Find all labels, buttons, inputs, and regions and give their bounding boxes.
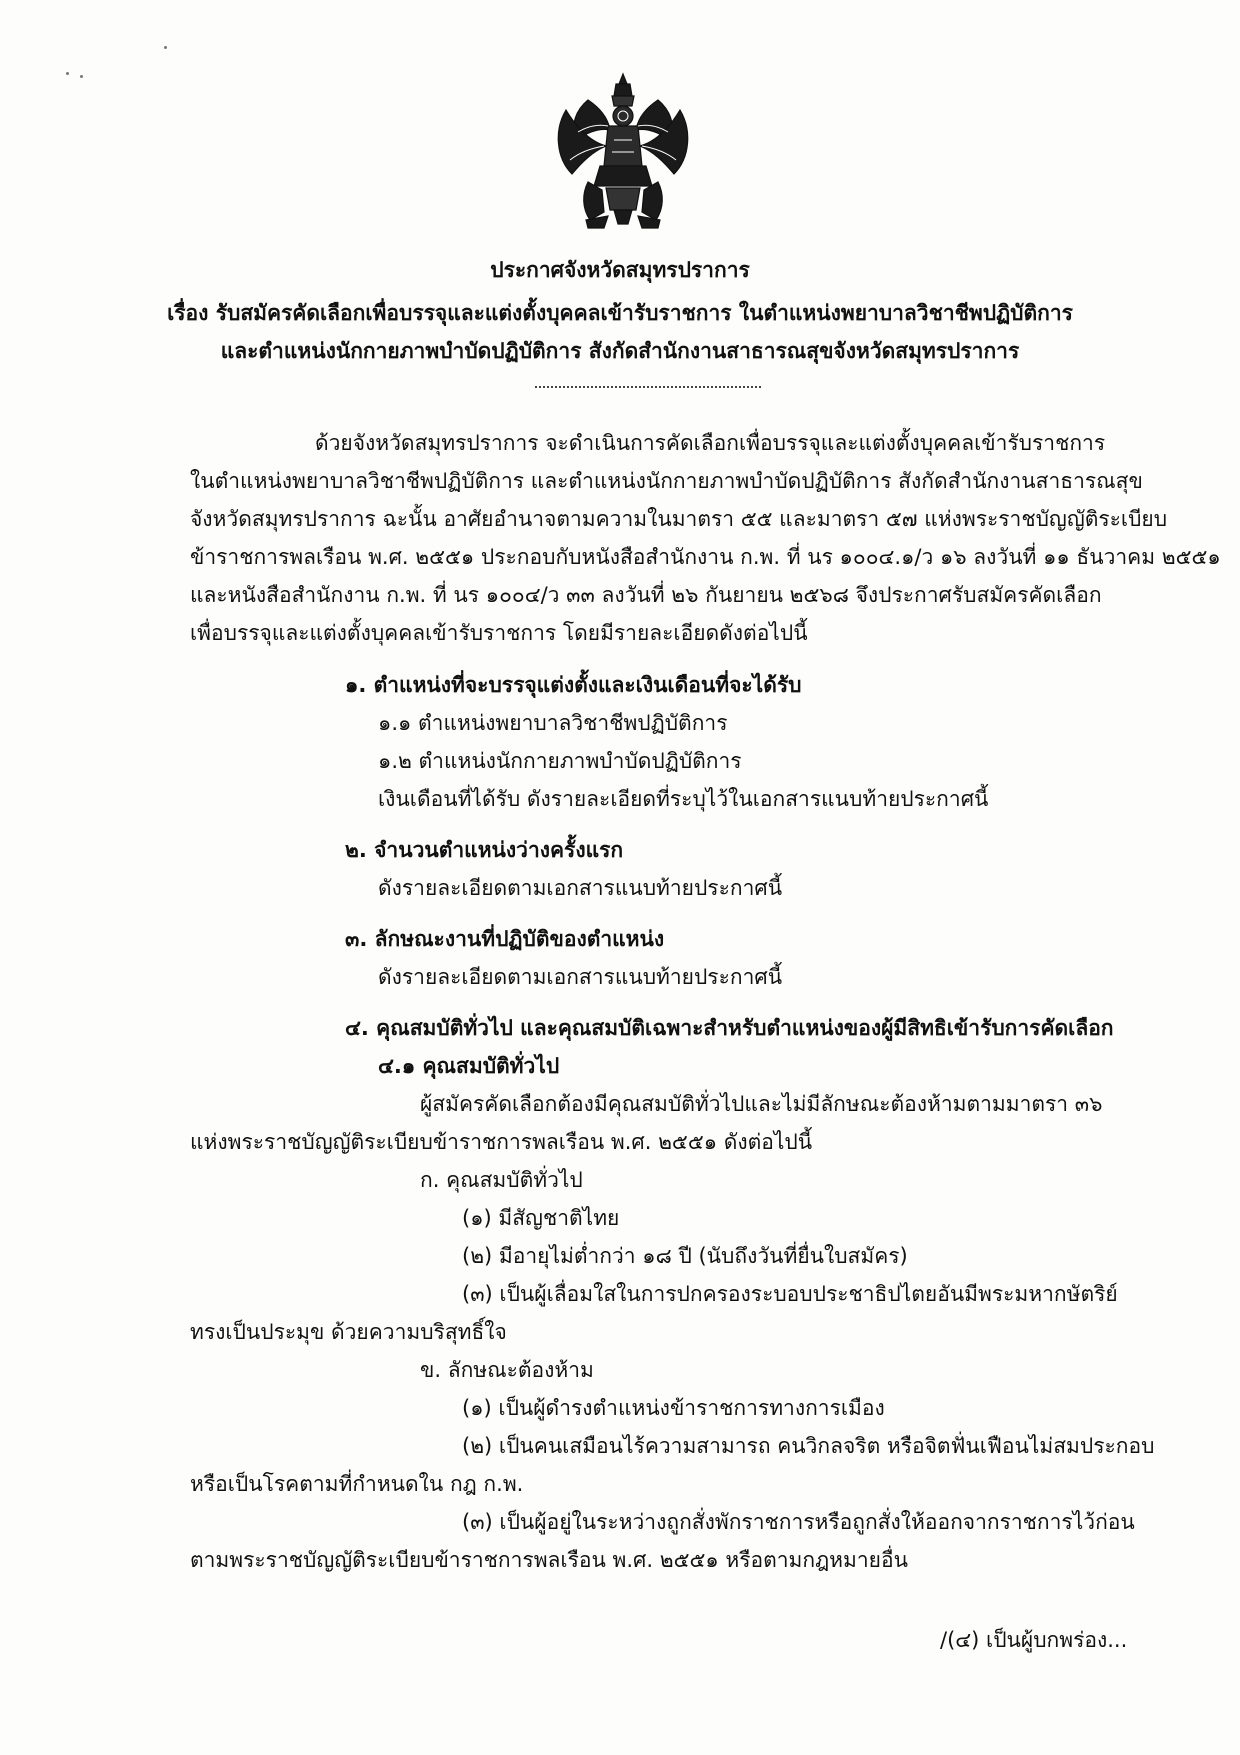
section-1-salary: เงินเดือนที่ได้รับ ดังรายละเอียดที่ระบุไว้ในเอกสารแนบท้ายประกาศนี้ xyxy=(378,787,989,811)
scan-speck xyxy=(80,75,83,78)
qualification-heading: ก. คุณสมบัติทั่วไป xyxy=(420,1168,583,1192)
garuda-emblem-icon xyxy=(548,70,698,230)
document-subject-line-2: และตำแหน่งนักกายภาพบำบัดปฏิบัติการ สังกัดสำนักงานสาธารณสุขจังหวัดสมุทรปราการ xyxy=(220,339,1020,363)
section-2-heading: ๒. จำนวนตำแหน่งว่างครั้งแรก xyxy=(345,838,624,862)
intro-line: ด้วยจังหวัดสมุทรปราการ จะดำเนินการคัดเลือกเพื่อบรรจุและแต่งตั้งบุคคลเข้ารับราชการ xyxy=(315,431,1106,455)
prohibition-item: (๑) เป็นผู้ดำรงตำแหน่งข้าราชการทางการเมือง xyxy=(462,1396,885,1420)
prohibition-item: (๓) เป็นผู้อยู่ในระหว่างถูกสั่งพักราชการหรือถูกสั่งให้ออกจากราชการไว้ก่อน xyxy=(462,1510,1135,1534)
section-1-item: ๑.๑ ตำแหน่งพยาบาลวิชาชีพปฏิบัติการ xyxy=(378,711,728,735)
qualification-item: (๑) มีสัญชาติไทย xyxy=(462,1206,620,1230)
prohibition-item: (๒) เป็นคนเสมือนไร้ความสามารถ คนวิกลจริต หรือจิตฟั่นเฟือนไม่สมประกอบ xyxy=(462,1434,1155,1458)
scan-speck xyxy=(164,46,167,49)
intro-line: จังหวัดสมุทรปราการ ฉะนั้น อาศัยอำนาจตามความในมาตรา ๕๕ และมาตรา ๕๗ แห่งพระราชบัญญัติระเบียบ xyxy=(190,507,1168,531)
document-title: ประกาศจังหวัดสมุทรปราการ xyxy=(490,258,750,282)
scan-speck xyxy=(66,72,69,75)
section-3-text: ดังรายละเอียดตามเอกสารแนบท้ายประกาศนี้ xyxy=(378,965,783,989)
prohibition-item-continued: หรือเป็นโรคตามที่กำหนดใน กฎ ก.พ. xyxy=(190,1472,524,1496)
qualification-item-continued: ทรงเป็นประมุข ด้วยความบริสุทธิ์ใจ xyxy=(190,1320,507,1344)
document-subject-line-1: เรื่อง รับสมัครคัดเลือกเพื่อบรรจุและแต่งตั้งบุคคลเข้ารับราชการ ในตำแหน่งพยาบาลวิชาชีพปฏิบัติการ xyxy=(167,301,1073,325)
qualification-item: (๒) มีอายุไม่ต่ำกว่า ๑๘ ปี (นับถึงวันที่ยื่นใบสมัคร) xyxy=(462,1244,908,1268)
header-dotted-divider xyxy=(535,386,761,388)
section-3-heading: ๓. ลักษณะงานที่ปฏิบัติของตำแหน่ง xyxy=(345,927,665,951)
intro-line: ข้าราชการพลเรือน พ.ศ. ๒๕๕๑ ประกอบกับหนังสือสำนักงาน ก.พ. ที่ นร ๑๐๐๔.๑/ว ๑๖ ลงวันที่ ๑๑ ธันวาคม ๒๕๕๑ xyxy=(190,545,1221,569)
section-4-1-heading: ๔.๑ คุณสมบัติทั่วไป xyxy=(378,1054,560,1078)
section-4-paragraph: ผู้สมัครคัดเลือกต้องมีคุณสมบัติทั่วไปและไม่มีลักษณะต้องห้ามตามมาตรา ๓๖ xyxy=(420,1092,1103,1116)
section-1-item: ๑.๒ ตำแหน่งนักกายภาพบำบัดปฏิบัติการ xyxy=(378,749,742,773)
prohibition-item-continued: ตามพระราชบัญญัติระเบียบข้าราชการพลเรือน พ.ศ. ๒๕๕๑ หรือตามกฎหมายอื่น xyxy=(190,1548,908,1572)
page-continuation-note: /(๔) เป็นผู้บกพร่อง... xyxy=(940,1628,1128,1652)
intro-line: เพื่อบรรจุและแต่งตั้งบุคคลเข้ารับราชการ โดยมีรายละเอียดดังต่อไปนี้ xyxy=(190,621,808,645)
section-4-heading: ๔. คุณสมบัติทั่วไป และคุณสมบัติเฉพาะสำหรับตำแหน่งของผู้มีสิทธิเข้ารับการคัดเลือก xyxy=(345,1016,1114,1040)
intro-line: ในตำแหน่งพยาบาลวิชาชีพปฏิบัติการ และตำแหน่งนักกายภาพบำบัดปฏิบัติการ สังกัดสำนักงานสาธารณสุข xyxy=(190,469,1143,493)
intro-line: และหนังสือสำนักงาน ก.พ. ที่ นร ๑๐๐๔/ว ๓๓ ลงวันที่ ๒๖ กันยายน ๒๕๖๘ จึงประกาศรับสมัครคัดเลือก xyxy=(190,583,1102,607)
section-1-heading: ๑. ตำแหน่งที่จะบรรจุแต่งตั้งและเงินเดือนที่จะได้รับ xyxy=(345,673,802,697)
prohibition-heading: ข. ลักษณะต้องห้าม xyxy=(420,1358,594,1382)
section-4-paragraph: แห่งพระราชบัญญัติระเบียบข้าราชการพลเรือน พ.ศ. ๒๕๕๑ ดังต่อไปนี้ xyxy=(190,1130,813,1154)
section-2-text: ดังรายละเอียดตามเอกสารแนบท้ายประกาศนี้ xyxy=(378,876,783,900)
qualification-item: (๓) เป็นผู้เลื่อมใสในการปกครองระบอบประชาธิปไตยอันมีพระมหากษัตริย์ xyxy=(462,1282,1118,1306)
